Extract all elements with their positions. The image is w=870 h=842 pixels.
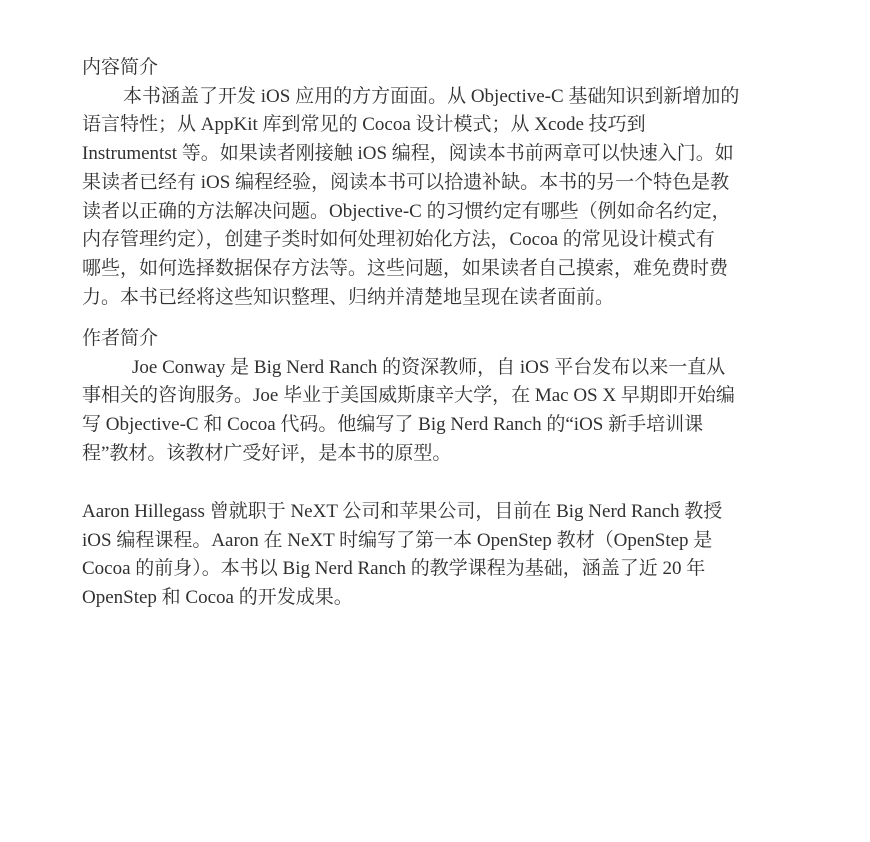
text-line: 事相关的咨询服务。Joe 毕业于美国威斯康辛大学，在 Mac OS X 早期即开始编: [82, 385, 735, 407]
text-line: 果读者已经有 iOS 编程经验，阅读本书可以拾遗补缺。本书的另一个特色是教: [82, 171, 730, 193]
text-line: 哪些，如何选择数据保存方法等。这些问题，如果读者自己摸索，难免费时费: [82, 257, 729, 279]
text-line: Aaron Hillegass 曾就职于 NeXT 公司和苹果公司，目前在 Big Nerd Ranch 教授: [82, 501, 723, 522]
text-line: 本书涵盖了开发 iOS 应用的方方面面。从 Objective-C 基础知识到新增加的: [123, 85, 740, 107]
section-author-intro: [82, 325, 798, 469]
text-line: 语言特性；从 AppKit 库到常见的 Cocoa 设计模式；从 Xcode 技巧到: [82, 114, 646, 136]
text-line: Joe Conway 是 Big Nerd Ranch 的资深教师，自 iOS 平台发布以来一直从: [132, 356, 726, 378]
text-line: iOS 编程课程。Aaron 在 NeXT 时编写了第一本 OpenStep 教材（OpenStep 是: [82, 529, 713, 551]
text-line: OpenStep 和 Cocoa 的开发成果。: [82, 587, 353, 609]
text-line: Cocoa 的前身）。本书以 Big Nerd Ranch 的教学课程为基础，涵盖了近 20 年: [82, 558, 706, 580]
text-line: 写 Objective-C 和 Cocoa 代码。他编写了 Big Nerd Ranch 的“iOS 新手培训课: [82, 414, 704, 436]
text-line: 读者以正确的方法解决问题。Objective-C 的习惯约定有哪些（例如命名约定，: [82, 200, 731, 222]
section-heading-author-intro: 作者简介: [82, 328, 159, 349]
text-line: 内存管理约定），创建子类时如何处理初始化方法，Cocoa 的常见设计模式有: [82, 229, 715, 251]
text-line: Instrumentst 等。如果读者刚接触 iOS 编程，阅读本书前两章可以快速入门。如: [82, 143, 734, 165]
section-content-intro: [82, 54, 798, 312]
section-author-aaron: [82, 498, 798, 613]
text-line: 力。本书已经将这些知识整理、归纳并清楚地呈现在读者面前。: [82, 286, 615, 308]
text-line: 程”教材。该教材广受好评，是本书的原型。: [82, 442, 452, 464]
section-heading-content-intro: 内容简介: [82, 57, 159, 78]
